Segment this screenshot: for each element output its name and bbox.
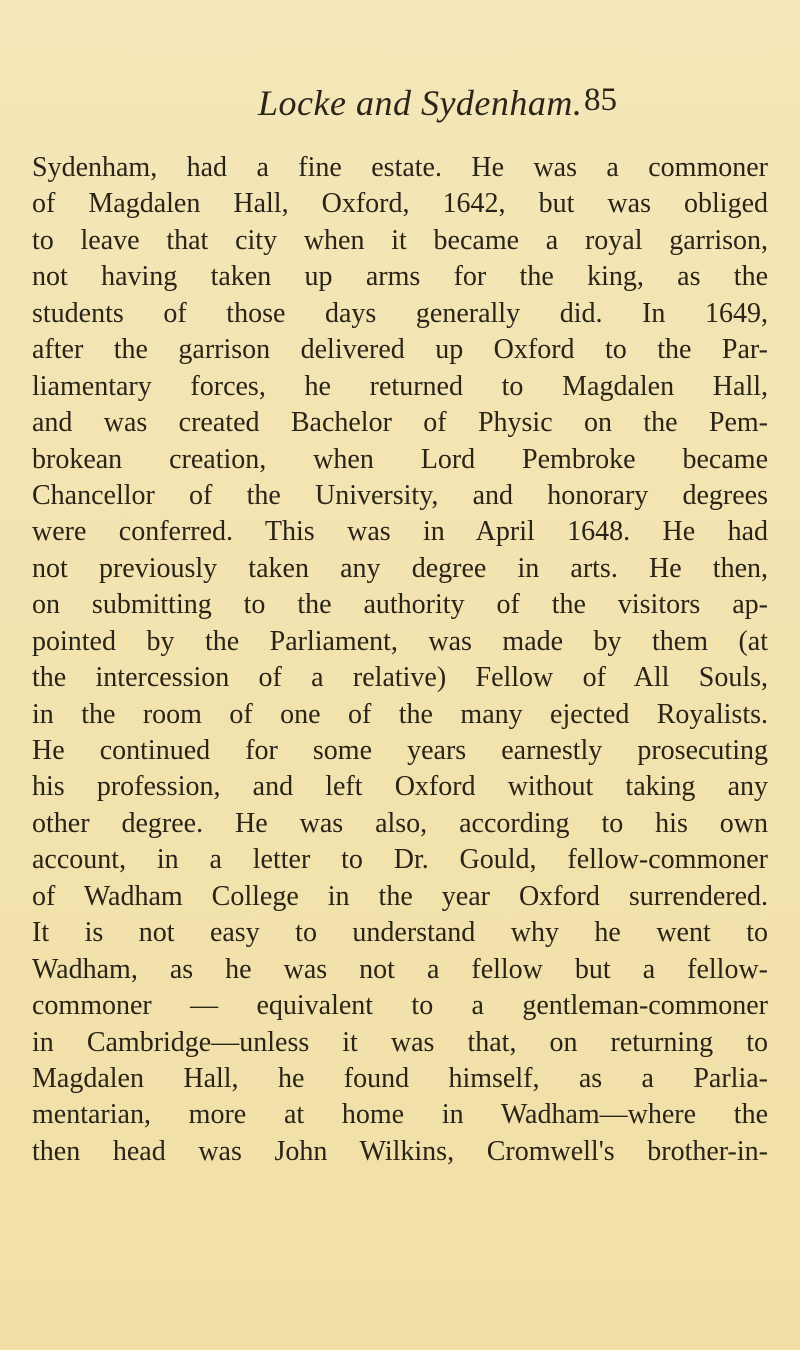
text-line: to leave that city when it became a royal garrison, <box>32 224 768 256</box>
text-line: account, in a letter to Dr. Gould, fellow-commoner <box>32 844 768 876</box>
text-line: other degree. He was also, according to his own <box>32 807 768 839</box>
running-head <box>0 82 800 132</box>
text-line: of Wadham College in the year Oxford surrendered. <box>32 880 768 912</box>
running-title: Locke and Sydenham. <box>258 83 583 123</box>
text-line: in the room of one of the many ejected Royalists. <box>32 698 768 730</box>
text-line: He continued for some years earnestly prosecuting <box>32 735 768 766</box>
text-line: of Magdalen Hall, Oxford, 1642, but was obliged <box>32 188 768 220</box>
text-line: liamentary forces, he returned to Magdalen Hall, <box>32 370 768 402</box>
text-line: Magdalen Hall, he found himself, as a Parlia- <box>32 1062 768 1094</box>
text-line: were conferred. This was in April 1648. He had <box>32 516 768 548</box>
text-line: Wadham, as he was not a fellow but a fellow- <box>32 953 768 985</box>
text-line: mentarian, more at home in Wadham—where the <box>32 1099 768 1131</box>
body-text <box>32 150 768 1170</box>
text-line: and was created Bachelor of Physic on the Pem- <box>32 407 768 439</box>
text-line: on submitting to the authority of the visitors ap- <box>32 589 768 621</box>
text-line: commoner — equivalent to a gentleman-commoner <box>32 990 768 1022</box>
text-line: the intercession of a relative) Fellow of All Souls, <box>32 662 768 694</box>
text-line: brokean creation, when Lord Pembroke became <box>32 443 768 475</box>
text-line: Sydenham, had a fine estate. He was a commoner <box>32 152 768 183</box>
text-line: not previously taken any degree in arts. He then, <box>32 552 768 584</box>
text-line: not having taken up arms for the king, as the <box>32 261 768 293</box>
text-line: his profession, and left Oxford without taking any <box>32 771 768 803</box>
text-line: after the garrison delivered up Oxford to the Par- <box>32 334 768 366</box>
text-line: in Cambridge—unless it was that, on returning to <box>32 1026 768 1058</box>
text-line: then head was John Wilkins, Cromwell's brother-in- <box>32 1135 768 1167</box>
text-line: Chancellor of the University, and honorary degrees <box>32 479 768 511</box>
page-number: 85 <box>584 82 617 118</box>
text-line: pointed by the Parliament, was made by them (at <box>32 625 768 657</box>
text-line: It is not easy to understand why he went to <box>32 917 768 949</box>
text-line: students of those days generally did. In 1649, <box>32 297 768 329</box>
